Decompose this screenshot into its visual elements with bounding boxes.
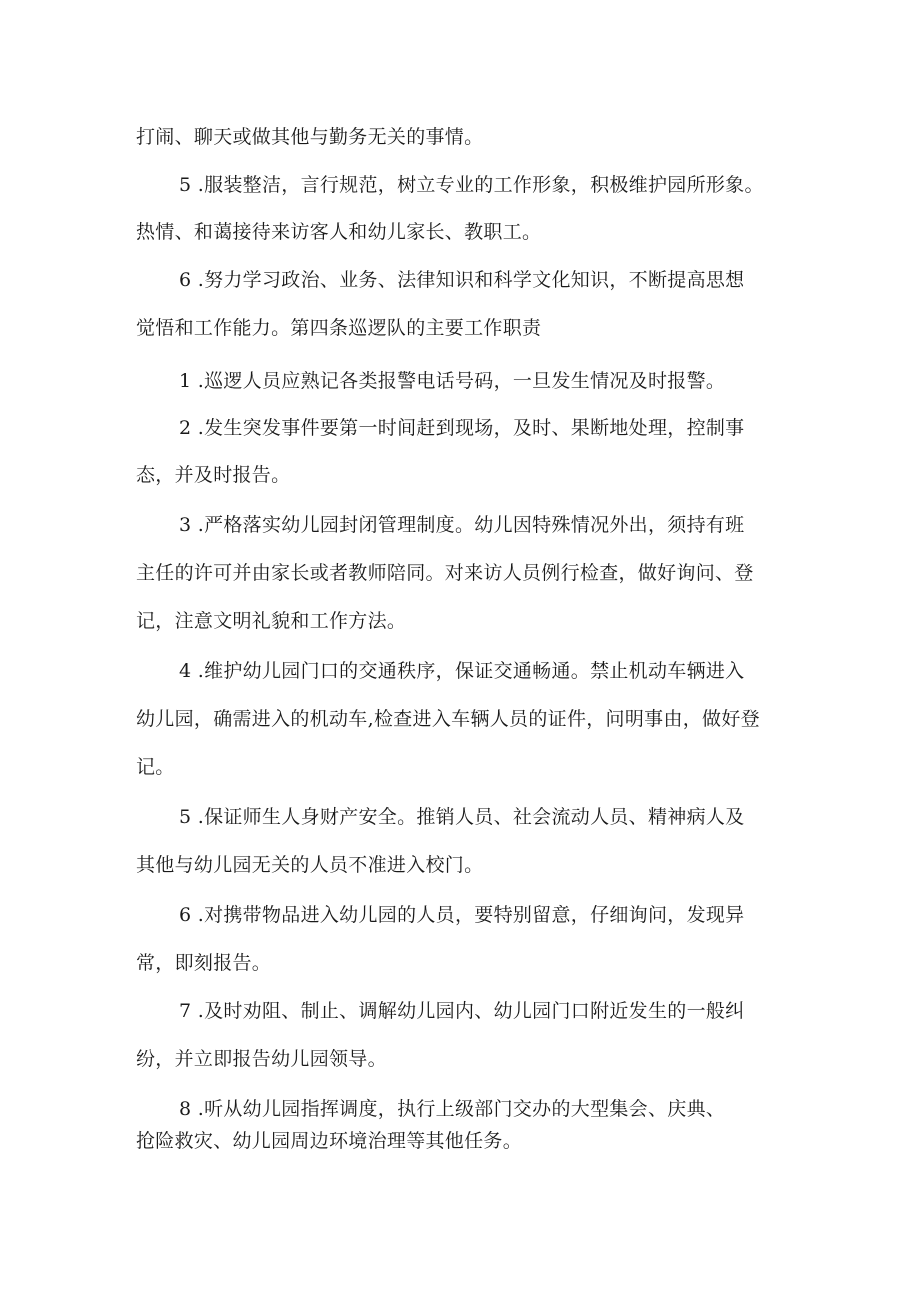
text-line: 纷，并立即报告幼儿园领导。 bbox=[136, 1048, 387, 1070]
text-line: 其他与幼儿园无关的人员不准进入校门。 bbox=[136, 854, 484, 876]
list-item-2-patrol: 2 .发生突发事件要第一时间赶到现场，及时、果断地处理，控制事 bbox=[179, 417, 745, 439]
text-line: 幼儿园，确需进入的机动车,检查进入车辆人员的证件，问明事由，做好登 bbox=[136, 708, 760, 730]
text-line: 觉悟和工作能力。第四条巡逻队的主要工作职责 bbox=[136, 317, 542, 339]
list-item-7-patrol: 7 .及时劝阻、制止、调解幼儿园内、幼儿园门口附近发生的一般纠 bbox=[179, 1000, 745, 1022]
list-item-4-patrol: 4 .维护幼儿园门口的交通秩序，保证交通畅通。禁止机动车辆进入 bbox=[179, 660, 745, 682]
text-line: 记。 bbox=[136, 756, 175, 778]
text-line: 态，并及时报告。 bbox=[136, 464, 291, 486]
list-item-6-duty: 6 .努力学习政治、业务、法律知识和科学文化知识，不断提高思想 bbox=[179, 269, 745, 291]
text-line: 记，注意文明礼貌和工作方法。 bbox=[136, 610, 407, 632]
text-line: 主任的许可并由家长或者教师陪同。对来访人员例行检查，做好询问、登 bbox=[136, 562, 754, 584]
text-line: 打闹、聊天或做其他与勤务无关的事情。 bbox=[136, 126, 484, 148]
list-item-8-patrol: 8 .听从幼儿园指挥调度，执行上级部门交办的大型集会、庆典、 bbox=[179, 1098, 726, 1120]
text-line: 热情、和蔼接待来访客人和幼儿家长、教职工。 bbox=[136, 221, 542, 243]
text-line: 抢险救灾、幼儿园周边环境治理等其他任务。 bbox=[136, 1130, 523, 1152]
list-item-5-patrol: 5 .保证师生人身财产安全。推销人员、社会流动人员、精神病人及 bbox=[179, 806, 745, 828]
list-item-1-patrol: 1 .巡逻人员应熟记各类报警电话号码，一旦发生情况及时报警。 bbox=[179, 370, 726, 392]
list-item-5-duty: 5 .服装整洁，言行规范，树立专业的工作形象，积极维护园所形象。 bbox=[179, 174, 764, 196]
text-line: 常，即刻报告。 bbox=[136, 952, 272, 974]
list-item-3-patrol: 3 .严格落实幼儿园封闭管理制度。幼儿因特殊情况外出，须持有班 bbox=[179, 514, 745, 536]
list-item-6-patrol: 6 .对携带物品进入幼儿园的人员，要特别留意，仔细询问，发现异 bbox=[179, 904, 745, 926]
